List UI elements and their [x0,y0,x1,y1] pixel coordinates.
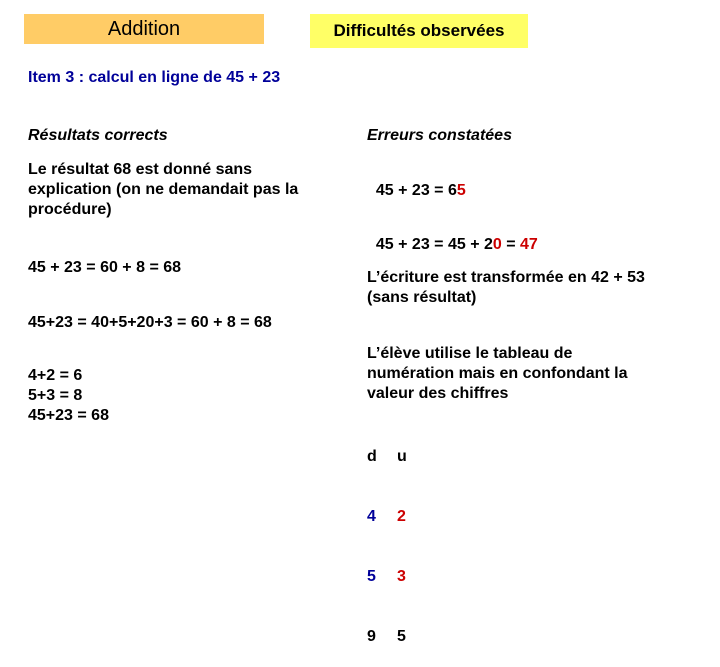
error-2-prefix: 45 + 23 = 45 + 2 [375,236,493,253]
error-1-red: 5 [456,182,466,199]
tens-header: d [367,448,377,465]
place-value-header-row [367,447,407,467]
error-4: L’élève utilise le tableau de numération mais en confondant la valeur des chiffres [367,345,628,402]
error-2 [367,215,538,255]
units-cell: 3 [397,568,406,585]
calc-decomposition-2: 45+23 = 40+5+20+3 = 60 + 8 = 68 [28,314,272,331]
error-2-mid: = [501,236,521,253]
place-value-row [367,507,407,527]
error-1-prefix: 45 + 23 = 6 [375,182,457,199]
units-cell: 5 [397,628,406,645]
difficulties-label: Difficultés observées [310,14,528,48]
error-1 [367,161,466,201]
tens-cell: 9 [367,628,376,645]
units-header: u [397,448,407,465]
item-title: Item 3 : calcul en ligne de 45 + 23 [28,69,281,86]
error-2-red-result: 47 [520,236,538,253]
calc-column-method: 4+2 = 6 5+3 = 8 45+23 = 68 [28,367,109,424]
place-value-row [367,627,407,647]
place-value-table [367,407,407,667]
correct-results-heading: Résultats corrects [28,127,168,144]
tens-cell: 4 [367,508,376,525]
error-2-red-digit: 0 [492,236,502,253]
errors-heading: Erreurs constatées [367,127,512,144]
explanation-text: Le résultat 68 est donné sans explication (on ne demandait pas la procédure) [28,161,299,218]
units-cell: 2 [397,508,406,525]
error-3: L’écriture est transformée en 42 + 53 (sans résultat) [367,269,645,306]
tens-cell: 5 [367,568,376,585]
addition-label: Addition [24,14,264,44]
place-value-row [367,567,407,587]
calc-decomposition-1: 45 + 23 = 60 + 8 = 68 [28,259,182,276]
